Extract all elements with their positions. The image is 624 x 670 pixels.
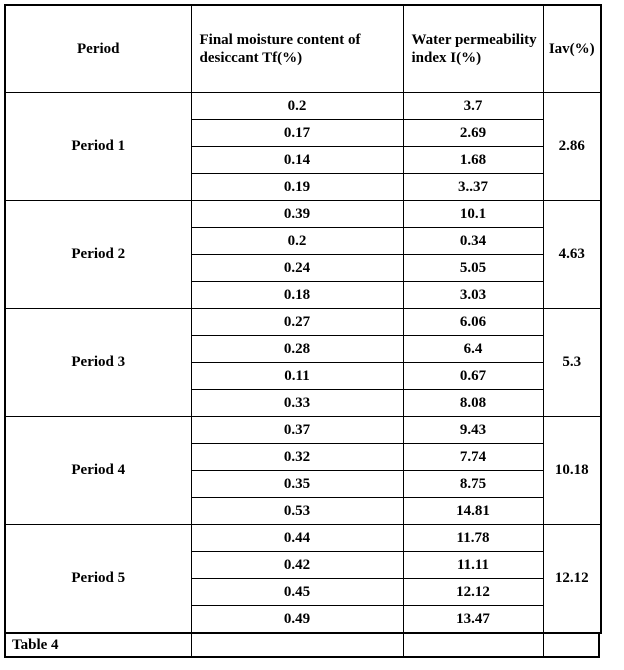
index-value: 14.81 (403, 498, 543, 525)
tf-value: 0.17 (191, 120, 403, 147)
index-value: 0.34 (403, 228, 543, 255)
index-value: 8.75 (403, 471, 543, 498)
tf-value: 0.35 (191, 471, 403, 498)
tf-value: 0.24 (191, 255, 403, 282)
index-value: 3.03 (403, 282, 543, 309)
index-value: 12.12 (403, 579, 543, 606)
index-value: 8.08 (403, 390, 543, 417)
period-label: Period 5 (5, 525, 191, 634)
iav-value: 12.12 (543, 525, 601, 634)
index-value: 11.78 (403, 525, 543, 552)
iav-value: 4.63 (543, 201, 601, 309)
tf-value: 0.19 (191, 174, 403, 201)
table-caption: Table 4 (6, 634, 192, 656)
index-value: 7.74 (403, 444, 543, 471)
index-value: 9.43 (403, 417, 543, 444)
index-value: 13.47 (403, 606, 543, 634)
column-header-final-moisture: Final moisture content of desiccant Tf(%) (191, 5, 403, 93)
period-label: Period 1 (5, 93, 191, 201)
iav-value: 5.3 (543, 309, 601, 417)
tf-value: 0.2 (191, 93, 403, 120)
column-header-water-permeability: Water permeability index I(%) (403, 5, 543, 93)
index-value: 11.11 (403, 552, 543, 579)
table-row (5, 201, 601, 228)
tf-value: 0.45 (191, 579, 403, 606)
tf-value: 0.42 (191, 552, 403, 579)
caption-blank-cell-3 (544, 634, 598, 656)
caption-blank-cell-1 (192, 634, 404, 656)
period-label: Period 2 (5, 201, 191, 309)
iav-value: 2.86 (543, 93, 601, 201)
tf-value: 0.27 (191, 309, 403, 336)
table-header-row (5, 5, 601, 93)
results-table (4, 4, 602, 634)
caption-blank-cell-2 (404, 634, 544, 656)
tf-value: 0.53 (191, 498, 403, 525)
tf-value: 0.39 (191, 201, 403, 228)
index-value: 6.06 (403, 309, 543, 336)
tf-value: 0.28 (191, 336, 403, 363)
tf-value: 0.37 (191, 417, 403, 444)
index-value: 2.69 (403, 120, 543, 147)
index-value: 1.68 (403, 147, 543, 174)
table-row (5, 93, 601, 120)
index-value: 5.05 (403, 255, 543, 282)
tf-value: 0.18 (191, 282, 403, 309)
document-page (0, 4, 624, 670)
table-row (5, 417, 601, 444)
index-value: 6.4 (403, 336, 543, 363)
tf-value: 0.2 (191, 228, 403, 255)
column-header-iav: Iav(%) (543, 5, 601, 93)
tf-value: 0.32 (191, 444, 403, 471)
tf-value: 0.11 (191, 363, 403, 390)
index-value: 3..37 (403, 174, 543, 201)
tf-value: 0.33 (191, 390, 403, 417)
table-header (5, 5, 601, 93)
table-row (5, 309, 601, 336)
index-value: 3.7 (403, 93, 543, 120)
period-label: Period 3 (5, 309, 191, 417)
tf-value: 0.44 (191, 525, 403, 552)
tf-value: 0.14 (191, 147, 403, 174)
iav-value: 10.18 (543, 417, 601, 525)
index-value: 0.67 (403, 363, 543, 390)
table-body (5, 93, 601, 634)
table-caption-row (4, 634, 600, 658)
tf-value: 0.49 (191, 606, 403, 634)
column-header-period: Period (5, 5, 191, 93)
table-row (5, 525, 601, 552)
period-label: Period 4 (5, 417, 191, 525)
index-value: 10.1 (403, 201, 543, 228)
